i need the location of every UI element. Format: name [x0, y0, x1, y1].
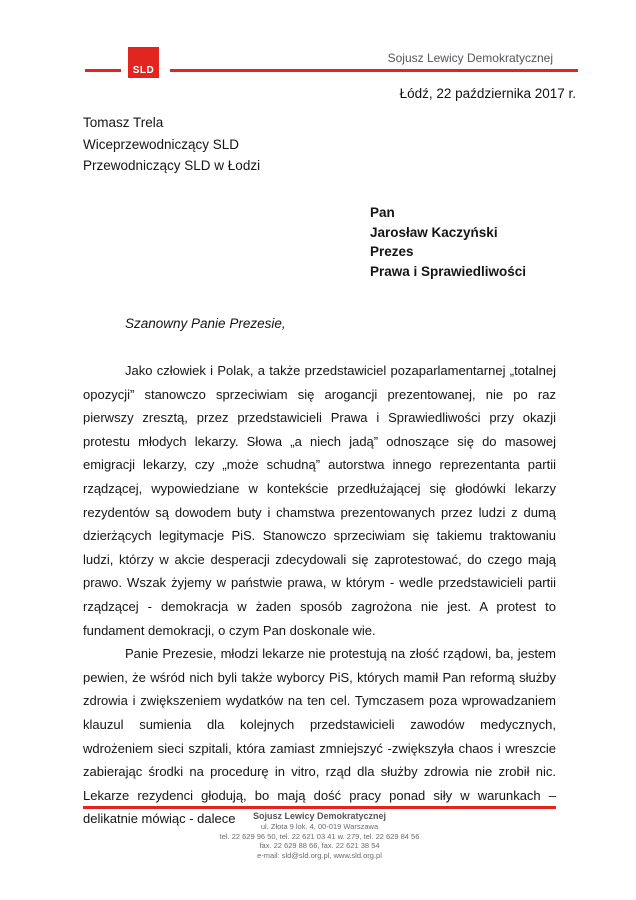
- letter-body: [83, 359, 556, 831]
- sender-name: Tomasz Trela: [83, 115, 164, 130]
- header-rule-right: [170, 69, 578, 72]
- sld-logo: [128, 47, 159, 78]
- sender-title-2: Przewodniczący SLD w Łodzi: [83, 158, 261, 173]
- sender-block: [83, 112, 260, 177]
- recipient-block: [370, 203, 526, 281]
- footer-phones: tel. 22 629 96 50, tel. 22 621 03 41 w. 279, tel. 22 629 84 56: [219, 831, 420, 841]
- sld-logo-text: SLD: [132, 65, 155, 76]
- recipient-line: Pan: [370, 205, 395, 220]
- salutation: Szanowny Panie Prezesie,: [125, 316, 286, 331]
- sender-title-1: Wiceprzewodniczący SLD: [83, 136, 240, 152]
- footer-address: ul. Złota 9 lok. 4, 00-019 Warszawa: [260, 822, 379, 831]
- recipient-line: Prawa i Sprawiedliwości: [370, 263, 527, 279]
- footer-email-web: e-mail: sld@sld.org.pl, www.sld.org.pl: [257, 850, 382, 860]
- footer-block: [83, 811, 556, 860]
- header-rule-left: [85, 69, 121, 72]
- footer-fax: fax. 22 629 88 66, fax. 22 621 38 54: [259, 841, 380, 850]
- date-line: Łódź, 22 października 2017 r.: [399, 86, 576, 101]
- recipient-line: Prezes: [370, 244, 414, 259]
- header-org-name: Sojusz Lewicy Demokratycznej: [387, 51, 553, 65]
- footer-org-name: Sojusz Lewicy Demokratycznej: [252, 811, 387, 821]
- footer-rule: [83, 806, 556, 809]
- body-paragraph-2: Panie Prezesie, młodzi lekarze nie protestują na złość rządowi, ba, jestem pewien, że wśród nich byli także wyborcy PiS, których mamił Pan reformą służby zdrowia i zwiększeniem wydatków na ten cel. Tymczasem poza wprowadzaniem klauzul sumienia dla kolejnych przedstawicieli zawodów medycznych, wdrożeniem sieci szpitali, która zamiast zmniejszyć -zwiększyła chaos i wreszcie zabierając środki na procedurę in vitro, rząd dla służby zdrowia nie zrobił nic. Lekarze rezydenci głodują, bo mają dość pracy ponad siły w warunkach – delikatnie mówiąc - dalece: [83, 646, 556, 827]
- recipient-line: Jarosław Kaczyński: [370, 224, 498, 240]
- body-paragraph-1: Jako człowiek i Polak, a także przedstawiciel pozaparlamentarnej „totalnej opozycji” stanowczo sprzeciwiam się arogancji prezentowanej, nie po raz pierwszy zresztą, przez przedstawicieli Prawa i Sprawiedliwości przy okazji protestu młodych lekarzy. Słowa „a niech jadą” odnoszące się do masowej emigracji lekarzy, czy „może schudną” autorstwa innego reprezentanta partii rządzącej, wypowiedziane w kontekście przedłużającej się głodówki lekarzy rezydentów są dowodem buty i chamstwa prezentowanych przez ludzi z dumą dzierżących legitymacje PiS. Stanowczo sprzeciwiam się takiemu traktowaniu ludzi, którzy w akcie desperacji zdecydowali się zaprotestować, do czego mają prawo. Wszak żyjemy w państwie prawa, w którym - wedle przedstawicieli partii rządzącej - demokracja w żaden sposób zagrożona nie jest. A protest to fundament demokracji, o czym Pan doskonale wie.: [83, 363, 556, 638]
